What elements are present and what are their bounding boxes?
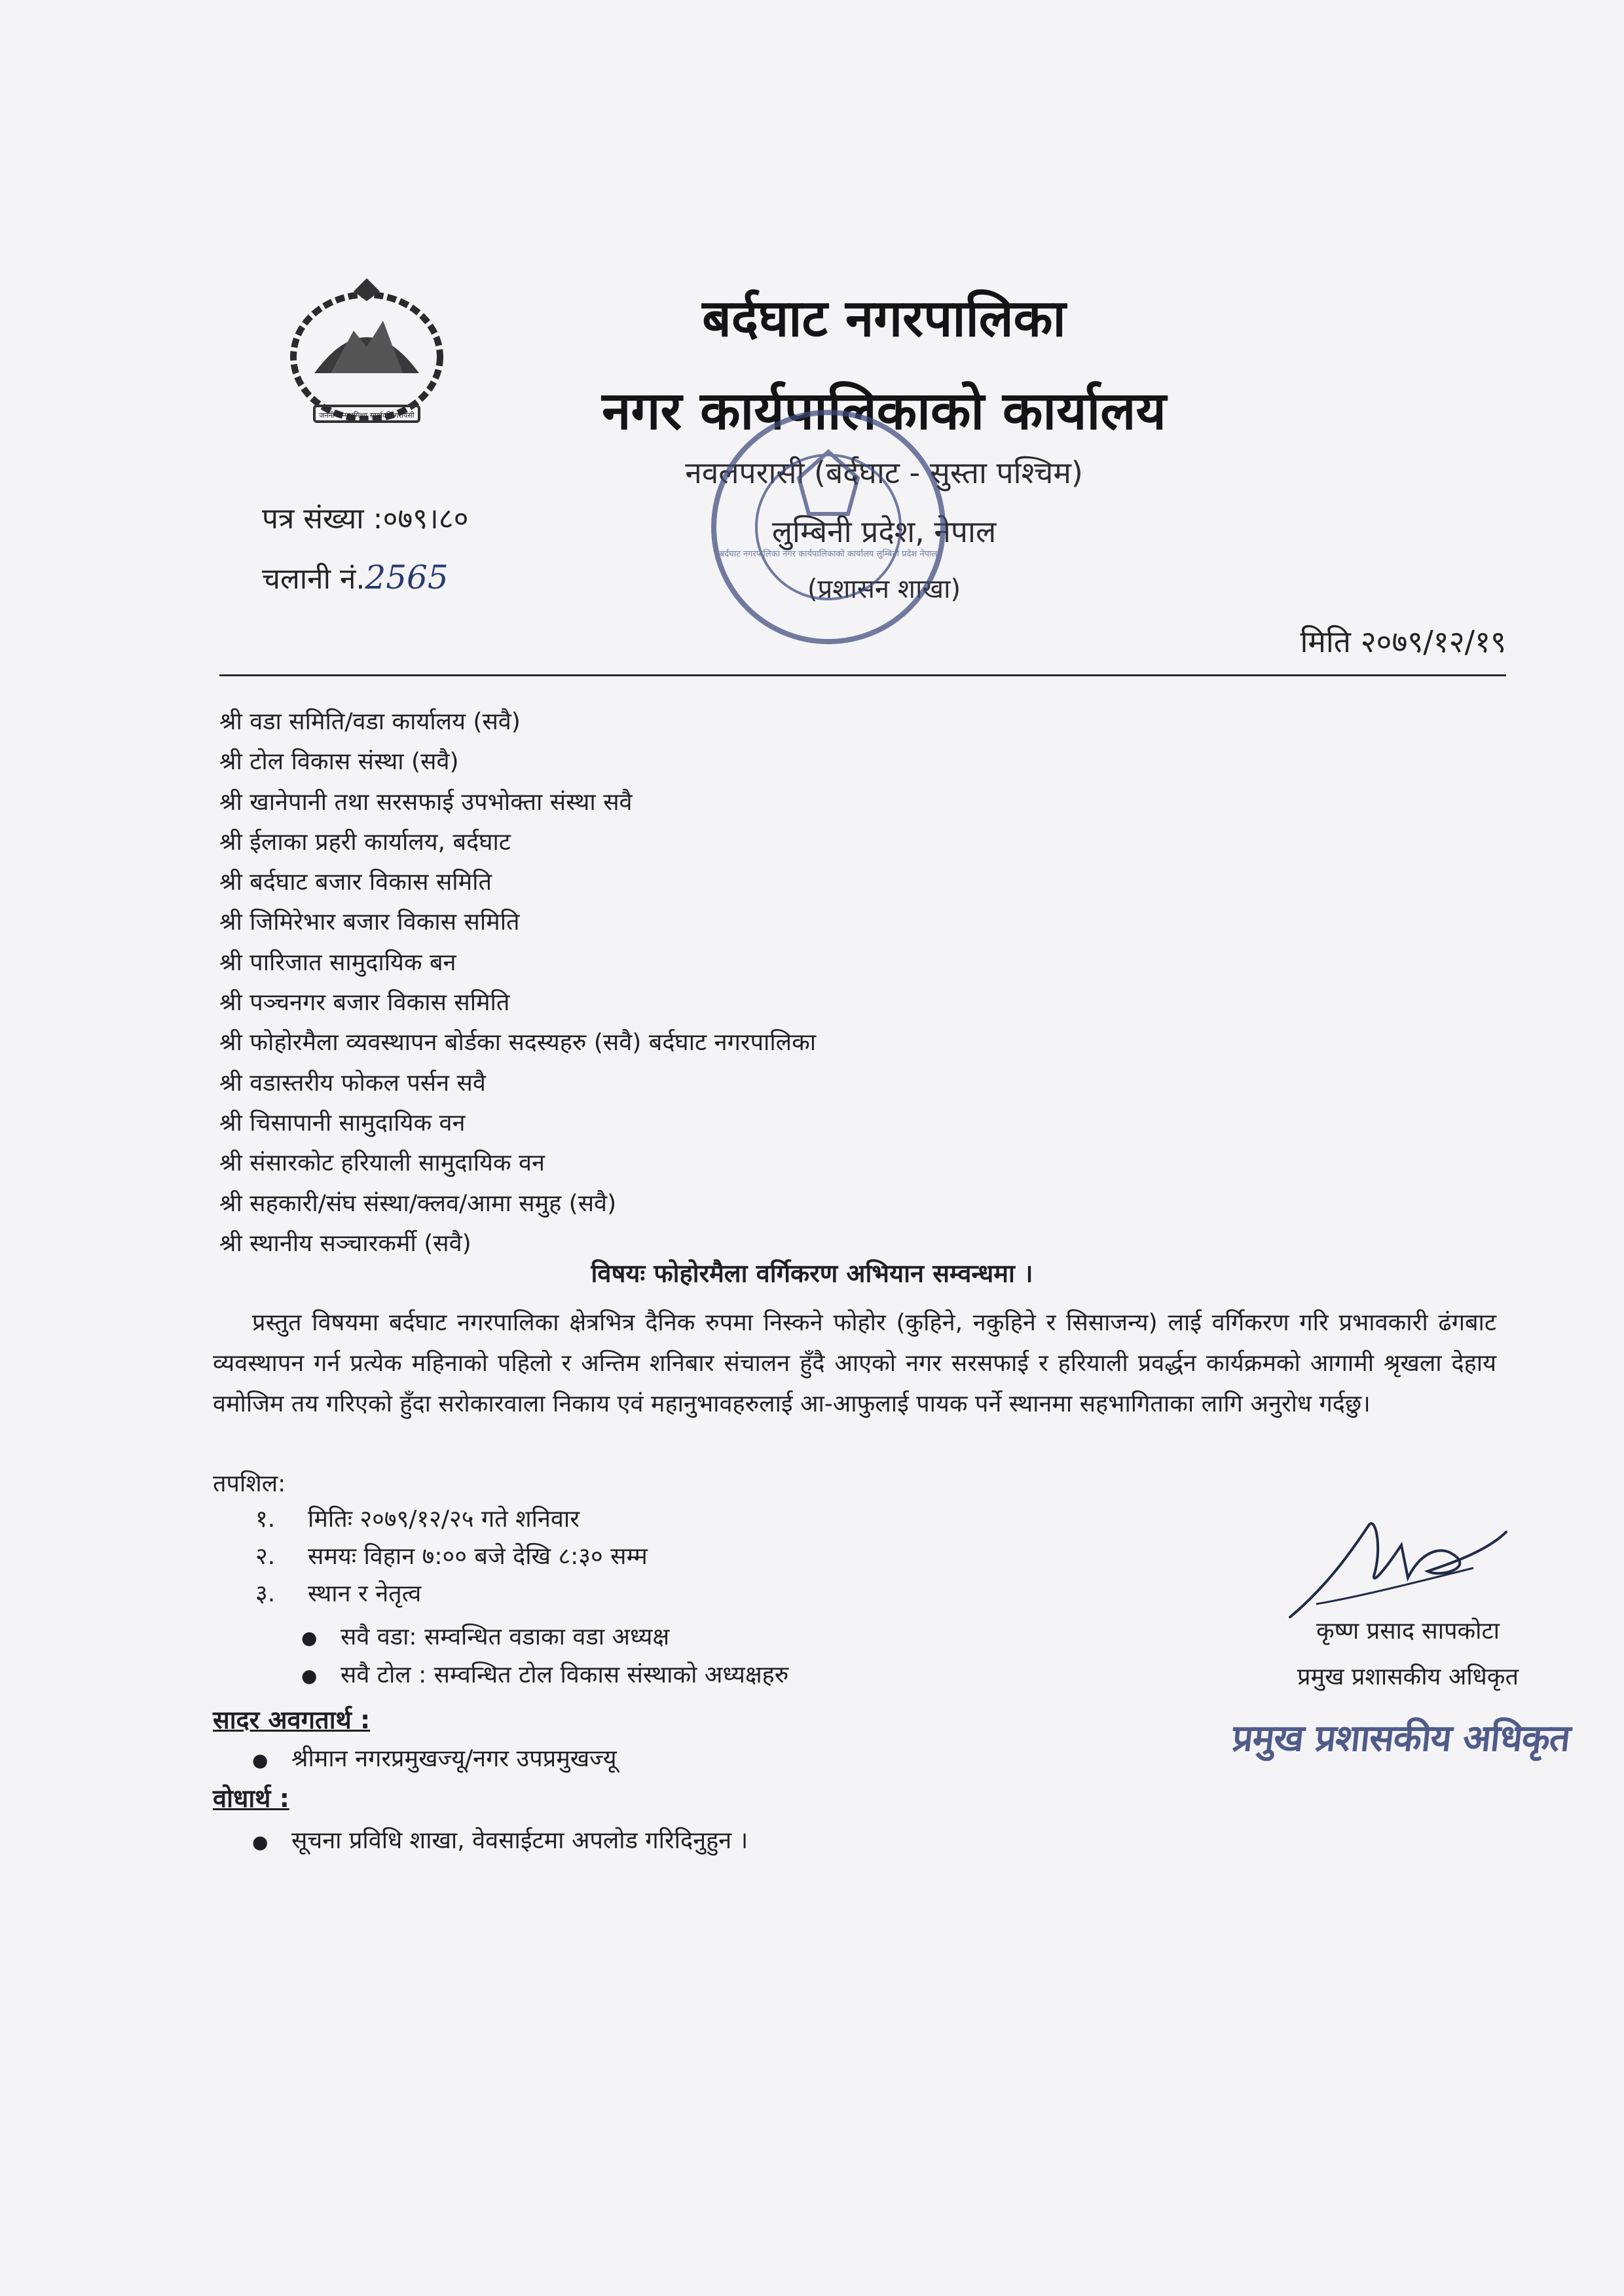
details-label: तपशिल: xyxy=(213,1470,286,1497)
details-item-text: मितिः २०७९/१२/२५ गते शनिवार xyxy=(308,1506,580,1533)
info-heading: वोधार्थ : xyxy=(213,1784,289,1813)
bullet-icon: ● xyxy=(252,1831,268,1853)
address-line-1: नवलपरासी (बर्दघाट - सुस्ता पश्चिम) xyxy=(685,455,1083,490)
location-leadership-list xyxy=(301,1618,788,1694)
recipient-item: श्री सहकारी/संघ संस्था/क्लव/आमा समुह (सवै) xyxy=(219,1190,617,1217)
header-divider xyxy=(219,674,1506,676)
details-item-number: १. xyxy=(255,1506,276,1533)
location-item-text: सवै वडा: सम्वन्धित वडाका वडा अध्यक्ष xyxy=(341,1624,670,1650)
location-item xyxy=(301,1618,788,1656)
details-item-number: ३. xyxy=(255,1580,276,1607)
info-item-text: सूचना प्रविधि शाखा, वेवसाईटमा अपलोड गरिदिनुहुन । xyxy=(291,1827,748,1854)
info-item xyxy=(252,1823,748,1855)
municipality-title: बर्दघाट नगरपालिका xyxy=(702,289,1066,348)
recipient-item: श्री टोल विकास संस्था (सवै) xyxy=(219,748,459,776)
body-text: प्रस्तुत विषयमा बर्दघाट नगरपालिका क्षेत्रभित्र दैनिक रुपमा निस्कने फोहोर (कुहिने, नकुहिने र सिसाजन्य) लाई वर्गिकरण गरि प्रभावकारी ढंगबाट व्यवस्थापन गर्न प्रत्येक महिनाको पहिलो र अन्तिम शनिबार संचालन हुँदै आएको नगर सरसफाई र हरियाली प्रवर्द्धन कार्यक्रमको आगामी श्रृखला देहाय वमोजिम तय गरिएको हुँदा सरोकारवाला निकाय एवं महानुभावहरुलाई आ-आफुलाई पायक पर्ने स्थानमा सहभागिताका लागि अनुरोध गर्दछु। xyxy=(213,1309,1496,1417)
recipient-item: श्री फोहोरमैला व्यवस्थापन बोर्डका सदस्यहरु (सवै) बर्दघाट नगरपालिका xyxy=(219,1029,817,1057)
details-item xyxy=(255,1575,648,1613)
details-item-text: समयः विहान ७:०० बजे देखि ८:३० सम्म xyxy=(308,1543,648,1570)
dispatch-number xyxy=(262,558,449,597)
recipient-item: श्री संसारकोट हरियाली सामुदायिक वन xyxy=(219,1150,545,1177)
location-item-text: सवै टोल : सम्वन्धित टोल विकास संस्थाको अध्यक्षहरु xyxy=(341,1662,789,1688)
office-seal-icon xyxy=(701,399,956,655)
letter-number-label: पत्र संख्या : xyxy=(262,502,383,536)
letter-number xyxy=(262,498,469,537)
subject-line: विषयः फोहोरमैला वर्गिकरण अभियान सम्वन्धमा । xyxy=(591,1259,1033,1288)
letter-number-value: ०७९।८० xyxy=(382,502,469,536)
details-item xyxy=(255,1501,648,1538)
cc-item-text: श्रीमान नगरप्रमुखज्यू/नगर उपप्रमुखज्यू xyxy=(291,1745,617,1772)
dispatch-number-value: 2565 xyxy=(365,558,449,596)
address-line-2: लुम्बिनी प्रदेश, नेपाल xyxy=(771,514,997,549)
cc-item xyxy=(252,1741,617,1774)
recipient-item: श्री चिसापानी सामुदायिक वन xyxy=(219,1109,466,1137)
bullet-icon: ● xyxy=(301,1627,318,1649)
nepal-emblem-icon xyxy=(268,275,465,439)
recipient-item: श्री पारिजात सामुदायिक बन xyxy=(219,949,456,976)
location-item xyxy=(301,1656,788,1694)
recipient-item: श्री खानेपानी तथा सरसफाई उपभोक्ता संस्था सवै xyxy=(219,788,633,816)
details-item xyxy=(255,1538,648,1575)
details-item-text: स्थान र नेतृत्व xyxy=(308,1580,422,1607)
signer-designation: प्रमुख प्रशासकीय अधिकृत xyxy=(1297,1664,1519,1690)
cc-heading: सादर अवगतार्थ : xyxy=(213,1705,371,1734)
recipient-item: श्री पञ्चनगर बजार विकास समिति xyxy=(219,989,510,1017)
dispatch-number-label: चलानी नं. xyxy=(262,562,365,596)
seal-text: बर्दघाट नगरपालिका नगर कार्यपालिकाको कार्यालय लुम्बिनी प्रदेश नेपाल xyxy=(719,549,938,559)
branch-name: (प्रशासन शाखा) xyxy=(807,574,961,604)
emblem-motto: जननी जन्मभूमिश्च स्वर्गादपि गरीयसी xyxy=(319,411,415,420)
recipient-item: श्री ईलाका प्रहरी कार्यालय, बर्दघाट xyxy=(219,828,511,856)
recipient-item: श्री स्थानीय सञ्चारकर्मी (सवै) xyxy=(219,1230,471,1257)
bullet-icon: ● xyxy=(301,1665,318,1686)
office-title: नगर कार्यपालिकाको कार्यालय xyxy=(602,380,1166,441)
recipient-item: श्री जिमिरेभार बजार विकास समिति xyxy=(219,909,520,936)
details-item-number: २. xyxy=(255,1543,276,1570)
letter-date: मिति २०७९/१२/१९ xyxy=(1300,624,1506,659)
recipient-item: श्री बर्दघाट बजार विकास समिति xyxy=(219,869,492,896)
recipient-list xyxy=(219,702,1464,1264)
body-paragraph xyxy=(213,1303,1496,1425)
signer-name: कृष्ण प्रसाद सापकोटा xyxy=(1316,1618,1500,1645)
designation-stamp: प्रमुख प्रशासकीय अधिकृत xyxy=(1230,1717,1572,1760)
recipient-item: श्री वडास्तरीय फोकल पर्सन सवै xyxy=(219,1069,486,1097)
bullet-icon: ● xyxy=(252,1749,268,1771)
handwritten-signature xyxy=(1277,1506,1526,1630)
recipient-item: श्री वडा समिति/वडा कार्यालय (सवै) xyxy=(219,708,521,735)
details-list xyxy=(255,1501,648,1613)
